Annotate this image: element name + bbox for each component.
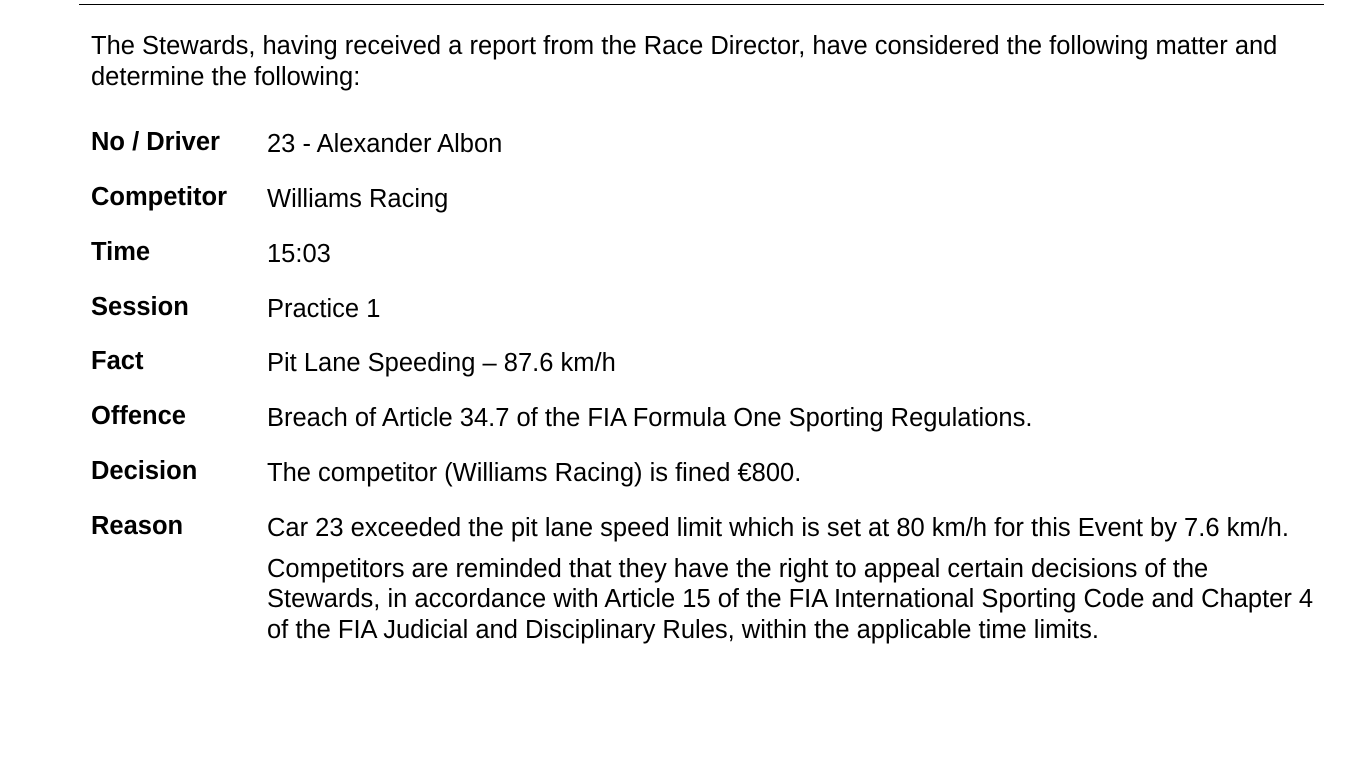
field-value-time: 15:03: [267, 240, 331, 268]
field-label-reason: Reason: [91, 512, 184, 540]
reason-text: Car 23 exceeded the pit lane speed limit which is set at 80 km/h for this Event by 7.6 km/h.: [267, 514, 1289, 542]
field-value-decision: The competitor (Williams Racing) is fined €800.: [267, 459, 802, 487]
field-label-session: Session: [91, 293, 189, 321]
field-value-offence: Breach of Article 34.7 of the FIA Formula One Sporting Regulations.: [267, 404, 1033, 432]
field-label-competitor: Competitor: [91, 183, 227, 211]
top-divider: [79, 4, 1324, 5]
field-label-offence: Offence: [91, 402, 186, 430]
field-value-session: Practice 1: [267, 295, 381, 323]
field-label-time: Time: [91, 238, 151, 266]
field-value-driver: 23 - Alexander Albon: [267, 130, 503, 158]
intro-paragraph: The Stewards, having received a report from the Race Director, have considered the following matter and determine the following:: [91, 32, 1278, 91]
field-label-fact: Fact: [91, 347, 144, 375]
field-label-driver: No / Driver: [91, 128, 220, 156]
field-value-fact: Pit Lane Speeding – 87.6 km/h: [267, 349, 616, 377]
appeal-note: Competitors are reminded that they have the right to appeal certain decisions of the Stewards, in accordance with Article 15 of the FIA International Sporting Code and Chapter 4 of the FIA Judicial and Disciplinary Rules, within the applicable time limits.: [267, 554, 1314, 644]
field-value-reason: [267, 513, 1317, 645]
field-value-competitor: Williams Racing: [267, 185, 449, 213]
field-label-decision: Decision: [91, 457, 198, 485]
